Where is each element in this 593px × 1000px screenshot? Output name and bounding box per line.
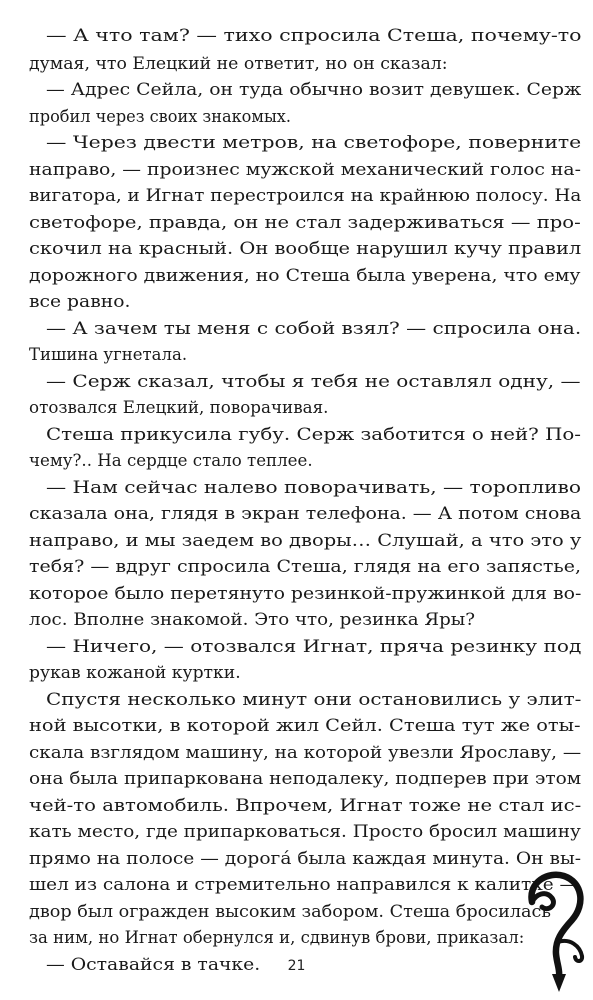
text-line: — Серж сказал, чтобы я тебя не оставлял одну, — [46,372,581,391]
text-line: думая, что Елецкий не ответит, но он сказал: [29,54,448,73]
text-line: за ним, но Игнат обернулся и, сдвинув брови, приказал: [29,928,525,947]
text-line: пробил через своих знакомых. [29,107,292,126]
text-line: она была припаркована неподалеку, подперев при этом [29,769,582,788]
text-line: — А зачем ты меня с собой взял? — спросила она. [46,319,582,338]
text-line: дорожного движения, но Стеша была уверена, что ему [29,266,581,285]
text-line: прямо на полосе — дорогá была каждая минута. Он вы- [29,849,582,868]
text-line: — Адрес Сейла, он туда обычно возит девушек. Серж [46,80,582,99]
text-line: кать место, где припарковаться. Просто бросил машину [29,822,581,841]
text-line: тебя? — вдруг спросила Стеша, глядя на его запястье, [29,557,582,576]
text-line: рукав кожаной куртки. [29,663,241,682]
text-line: двор был огражден высоким забором. Стеша бросилась [29,902,551,921]
text-line: вигатора, и Игнат перестроился на крайнюю полосу. На [29,186,582,205]
text-line: скочил на красный. Он вообще нарушил кучу правил [29,239,582,258]
text-line: которое было перетянуто резинкой-пружинкой для во- [29,584,582,603]
text-line: Стеша прикусила губу. Серж заботится о ней? По- [46,425,581,444]
text-line: ной высотки, в которой жил Сейл. Стеша тут же оты- [29,716,581,735]
text-line: направо, — произнес мужской механический голос на- [29,160,581,179]
text-line: — Ничего, — отозвался Игнат, пряча резинку под [46,637,582,656]
text-line: светофоре, правда, он не стал задерживаться — про- [29,213,581,232]
text-line: чей-то автомобиль. Впрочем, Игнат тоже не стал ис- [29,796,582,815]
text-line: отозвался Елецкий, поворачивая. [29,398,329,417]
text-line: направо, и мы заедем во дворы… Слушай, а что это у [29,531,582,550]
text-line: шел из салона и стремительно направился к калитке — [29,875,578,894]
text-line: чему?.. На сердце стало теплее. [29,451,313,470]
text-line: — Нам сейчас налево поворачивать, — торопливо [46,478,582,497]
page-number: 21 [287,958,306,974]
text-line: — Оставайся в тачке. [46,955,261,974]
text-line: — А что там? — тихо спросила Стеша, почему-то [46,26,582,45]
text-line: Тишина угнетала. [29,345,188,364]
text-line: лос. Вполне знакомой. Это что, резинка Яры? [29,610,476,629]
swirl-ornament-icon [522,868,590,996]
text-line: сказала она, глядя в экран телефона. — А потом снова [29,504,582,523]
text-line: Спустя несколько минут они остановились у элит- [46,690,582,709]
text-line: все равно. [29,292,131,311]
text-line: — Через двести метров, на светофоре, поверните [46,133,582,152]
text-line: скала взглядом машину, на которой увезли Ярославу, — [29,743,582,762]
